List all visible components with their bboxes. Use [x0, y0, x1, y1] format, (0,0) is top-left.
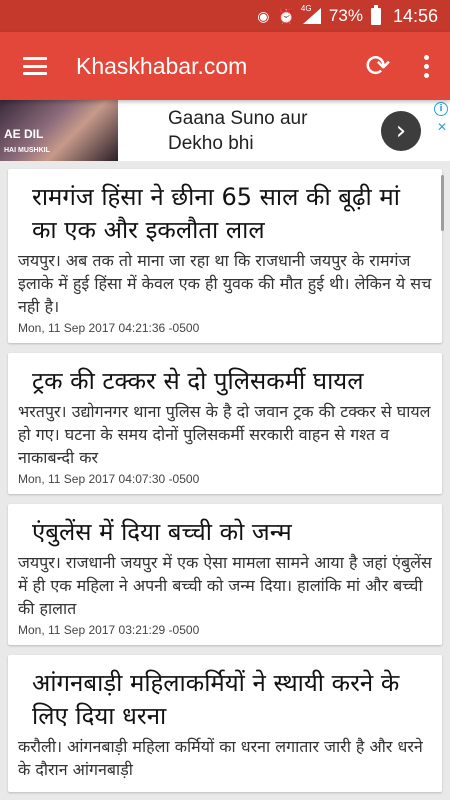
ad-text	[118, 106, 381, 156]
menu-button[interactable]	[0, 32, 70, 100]
news-feed[interactable]	[0, 161, 450, 800]
news-card[interactable]	[8, 169, 442, 343]
news-date: Mon, 11 Sep 2017 04:07:30 -0500	[18, 472, 200, 486]
chevron-right-icon: ›	[395, 115, 407, 146]
ad-close-icon[interactable]: ✕	[436, 120, 447, 134]
ad-image	[0, 100, 118, 161]
ad-open-button[interactable]	[381, 111, 421, 151]
news-summary: भरतपुर। उद्योगनगर थाना पुलिस के है दो जवान ट्रक की टक्कर से घायल हो गए। घटना के समय दोनों पुलिसकर्मी सरकारी वाहन से गश्त व नाकाबन्दी कर	[18, 402, 431, 467]
news-card[interactable]	[8, 504, 442, 645]
network-type: 4G	[300, 4, 312, 13]
news-title: एंबुलेंस में दिया बच्ची को जन्म	[32, 518, 292, 546]
refresh-icon: ⟳	[365, 48, 391, 84]
ad-banner[interactable]	[0, 100, 450, 161]
alarm-icon: ⏰	[277, 7, 295, 24]
news-date: Mon, 11 Sep 2017 04:21:36 -0500	[18, 321, 200, 335]
ad-line-2: Dekho bhi	[168, 132, 254, 154]
news-summary: जयपुर। राजधानी जयपुर में एक ऐसा मामला सामने आया है जहां एंबुलेंस में ही एक महिला ने अपनी बच्ची को जन्म दिया। हालांकि मां और बच्ची की हालात	[18, 553, 432, 618]
news-title: रामगंज हिंसा ने छीना 65 साल की बूढ़ी मां का एक और इकलौता लाल	[32, 183, 400, 244]
news-card[interactable]	[8, 655, 442, 792]
ad-logo: AE DIL HAI MUSHKIL	[4, 127, 50, 154]
app-toolbar	[0, 32, 450, 100]
status-bar	[0, 0, 450, 32]
ad-info-icon[interactable]: i	[434, 102, 448, 116]
hotspot-icon: ◉	[257, 7, 270, 24]
news-card[interactable]	[8, 353, 442, 494]
app-title: Khaskhabar.com	[76, 52, 248, 79]
signal-icon	[300, 4, 321, 24]
news-summary: करौली। आंगनबाड़ी महिला कर्मियों का धरना लगातार जारी है और धरने के दौरान आंगनबाड़ी	[18, 737, 423, 779]
ad-line-1: Gaana Suno aur	[168, 107, 308, 129]
news-title: ट्रक की टक्कर से दो पुलिसकर्मी घायल	[32, 367, 364, 395]
refresh-button[interactable]	[354, 42, 402, 90]
news-date: Mon, 11 Sep 2017 03:21:29 -0500	[18, 623, 200, 637]
news-title: आंगनबाड़ी महिलाकर्मियों ने स्थायी करने के लिए दिया धरना	[32, 669, 400, 730]
news-summary: जयपुर। अब तक तो माना जा रहा था कि राजधानी जयपुर के रामगंज इलाके में हुई हिंसा में केवल एक ही युवक की मौत हुई थी। लेकिन ये सच नही है।	[18, 251, 432, 316]
clock: 14:56	[392, 5, 438, 26]
scrollbar[interactable]	[441, 175, 444, 231]
battery-percent: 73%	[328, 6, 363, 25]
hamburger-icon	[23, 57, 47, 75]
battery-icon	[371, 8, 381, 25]
overflow-menu-button[interactable]	[408, 42, 444, 90]
